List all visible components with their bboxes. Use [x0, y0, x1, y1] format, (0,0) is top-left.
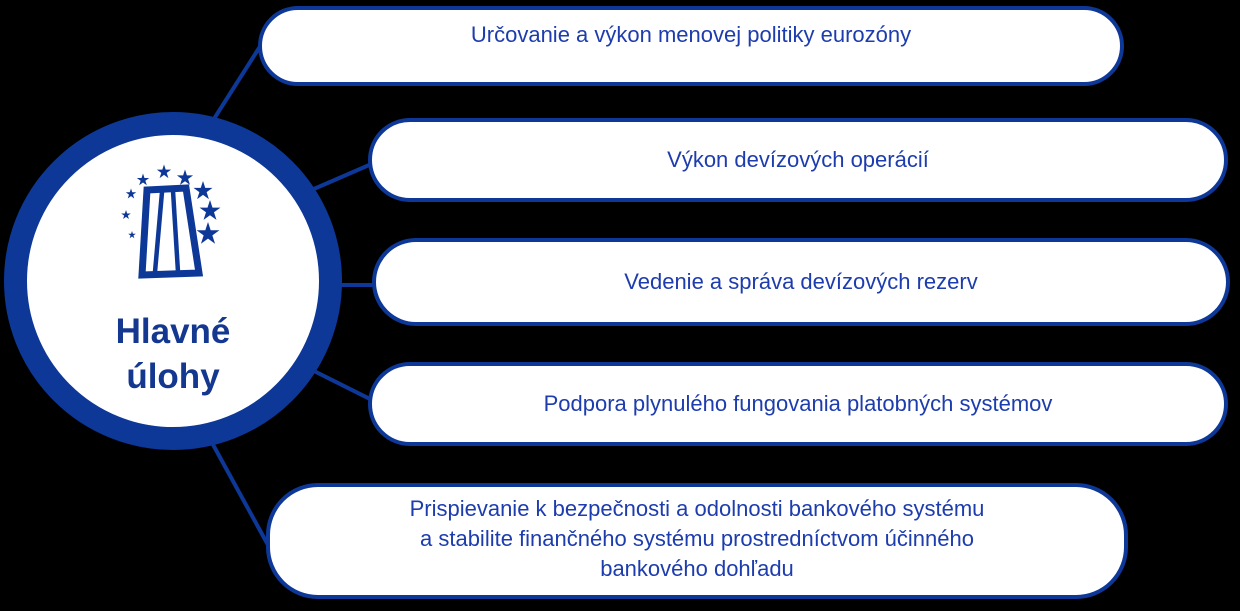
task-box-monetary-policy: [258, 6, 1124, 86]
task-box-fx-operations: [368, 118, 1228, 202]
task-box-label-line-1: Prispievanie k bezpečnosti a odolnosti bankového systému: [409, 496, 985, 521]
hub-title-line-2: úlohy: [126, 357, 220, 396]
hub-title-line-1: Hlavné: [115, 312, 231, 351]
task-box-banking-supervision: [266, 483, 1128, 599]
connector-line-5: [205, 430, 268, 545]
bank-tower-stars-icon: [109, 161, 227, 293]
task-box-payment-systems: [368, 362, 1228, 446]
task-box-label: Určovanie a výkon menovej politiky eurozóny: [470, 22, 912, 47]
hub-title: [116, 309, 231, 399]
task-box-label-line-2: a stabilite finančného systému prostredníctvom účinného: [420, 526, 974, 551]
task-box-fx-reserves: [372, 238, 1230, 326]
task-box-label-line-3: bankového dohľadu: [600, 556, 794, 581]
task-box-label: Podpora plynulého fungovania platobných systémov: [543, 391, 1053, 416]
task-box-label: Výkon devízových operácií: [667, 147, 929, 172]
main-tasks-hub-circle: [4, 112, 342, 450]
task-box-label: Vedenie a správa devízových rezerv: [624, 269, 978, 294]
